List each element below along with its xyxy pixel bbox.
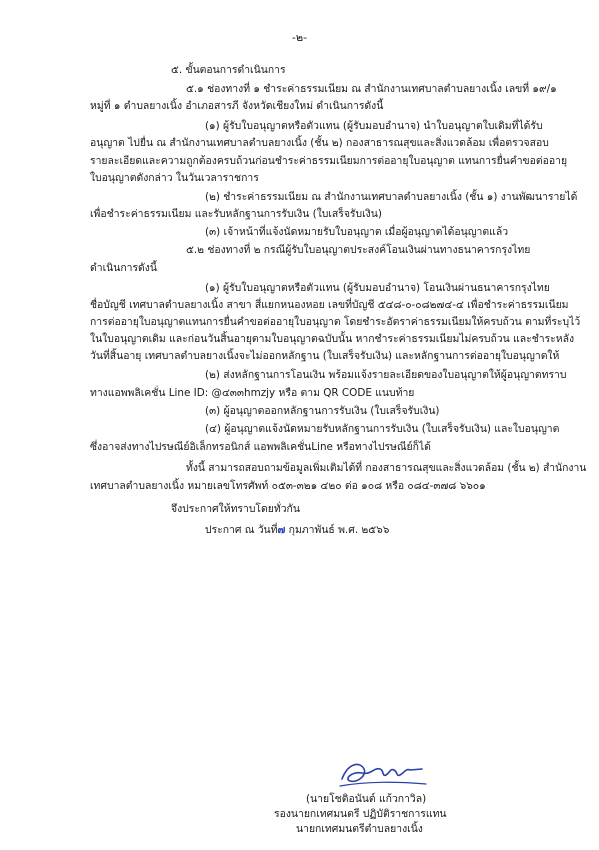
paragraph-line: (๓) ผู้อนุญาตออกหลักฐานการรับเงิน (ใบเสร็จรับเงิน) — [205, 405, 440, 417]
paragraph-line: หมู่ที่ ๑ ตำบลยางเนิ้ง อำเภอสารภี จังหวัดเชียงใหม่ ดำเนินการดังนี้ — [90, 100, 384, 112]
paragraph-line: (๑) ผู้รับใบอนุญาตหรือตัวแทน (ผู้รับมอบอำนาจ) นำใบอนุญาตใบเดิมที่ได้รับ — [205, 120, 543, 132]
signatory-position: รองนายกเทศมนตรี ปฏิบัติราชการแทน — [274, 808, 447, 820]
paragraph-line: เพื่อชำระค่าธรรมเนียม และรับหลักฐานการรับเงิน (ใบเสร็จรับเงิน) — [90, 208, 382, 220]
paragraph-line: อนุญาต ไปยื่น ณ สำนักงานเทศบาลตำบลยางเนิ้ง (ชั้น ๒) กองสาธารณสุขและสิ่งแวดล้อม เพื่อตรวจสอบ — [90, 137, 549, 149]
paragraph-line: ใบอนุญาตดังกล่าว ในวันเวลาราชการ — [90, 172, 259, 184]
paragraph-line: ดำเนินการดังนี้ — [90, 262, 157, 274]
paragraph-line: ในใบอนุญาตเดิม และก่อนวันสิ้นอายุตามใบอนุญาตฉบับนั้น หากชำระค่าธรรมเนียมไม่ครบถ้วน และชำระหลัง — [90, 333, 575, 345]
date-day: ๗ — [277, 524, 286, 536]
section-heading: ๕. ขั้นตอนการดำเนินการ — [171, 64, 286, 76]
closing-line: จึงประกาศให้ทราบโดยทั่วกัน — [171, 503, 300, 515]
signatory-position: นายกเทศมนตรีตำบลยางเนิ้ง — [296, 823, 423, 835]
paragraph-line: ชื่อบัญชี เทศบาลตำบลยางเนิ้ง สาขา สี่แยกหนองหอย เลขที่บัญชี ๕๔๘-๐-๐๘๒๗๔-๔ เพื่อชำระค่าธรรมเนียม — [90, 299, 569, 311]
signature-image — [338, 757, 428, 791]
signatory-name: (นายโชติอนันต์ แก้วกาวิล) — [306, 793, 427, 805]
paragraph-line: (๒) ส่งหลักฐานการโอนเงิน พร้อมแจ้งรายละเอียดของใบอนุญาตให้ผู้อนุญาตทราบ — [205, 369, 567, 381]
date-prefix: ประกาศ ณ วันที่ — [205, 524, 278, 536]
announcement-date — [205, 524, 389, 537]
paragraph-line: (๓) เจ้าหน้าที่แจ้งนัดหมายรับใบอนุญาต เมื่อผู้อนุญาตได้อนุญาตแล้ว — [205, 226, 509, 238]
paragraph-line: (๔) ผู้อนุญาตแจ้งนัดหมายรับหลักฐานการรับเงิน (ใบเสร็จรับเงิน) และใบอนุญาต — [205, 423, 560, 435]
paragraph-line: รายละเอียดและความถูกต้องครบถ้วนก่อนชำระค่าธรรมเนียมการต่ออายุใบอนุญาต แทนการยื่นคำขอต่ออายุ — [90, 155, 568, 167]
paragraph-line: (๒) ชำระค่าธรรมเนียม ณ สำนักงานเทศบาลตำบลยางเนิ้ง (ชั้น ๑) งานพัฒนารายได้ — [205, 191, 578, 203]
paragraph-line: ทั้งนี้ สามารถสอบถามข้อมูลเพิ่มเติมได้ที่ กองสาธารณสุขและสิ่งแวดล้อม (ชั้น ๒) สำนักงาน — [186, 462, 587, 474]
paragraph-line: ๕.๒ ช่องทางที่ ๒ กรณีผู้รับใบอนุญาตประสงค์โอนเงินผ่านทางธนาคารกรุงไทย — [186, 244, 531, 256]
paragraph-line: ซึ่งอาจส่งทางไปรษณีย์อิเล็กทรอนิกส์ แอพพลิเคชั่นLine หรือทางไปรษณีย์ก็ได้ — [90, 441, 431, 453]
paragraph-line: เทศบาลตำบลยางเนิ้ง หมายเลขโทรศัพท์ ๐๕๓-๓๒๑ ๔๒๐ ต่อ ๑๐๘ หรือ ๐๘๔-๓๗๘ ๖๖๐๑ — [90, 480, 486, 492]
paragraph-line: (๑) ผู้รับใบอนุญาตหรือตัวแทน (ผู้รับมอบอำนาจ) โอนเงินผ่านธนาคารกรุงไทย — [205, 282, 550, 294]
paragraph-line: ๕.๑ ช่องทางที่ ๑ ชำระค่าธรรมเนียม ณ สำนักงานเทศบาลตำบลยางเนิ้ง เลขที่ ๑๙/๑ — [186, 83, 557, 95]
date-suffix: กุมภาพันธ์ พ.ศ. ๒๕๖๖ — [288, 524, 390, 536]
paragraph-line: วันที่สิ้นอายุ เทศบาลตำบลยางเนิ้งจะไม่ออกหลักฐาน (ใบเสร็จรับเงิน) และหลักฐานการต่ออายุใบอนุญาตให้ — [90, 350, 560, 362]
page-number: -๒- — [291, 31, 308, 44]
paragraph-line: การต่ออายุใบอนุญาตแทนการยื่นคำขอต่ออายุใบอนุญาต โดยชำระอัตราค่าธรรมเนียมให้ครบถ้วน ตามที่ระบุไว้ — [90, 316, 581, 328]
paragraph-line: ทางแอพพลิเคชั่น Line ID: @๔๓๓hmzjy หรือ ตาม QR CODE แนบท้าย — [90, 387, 415, 399]
